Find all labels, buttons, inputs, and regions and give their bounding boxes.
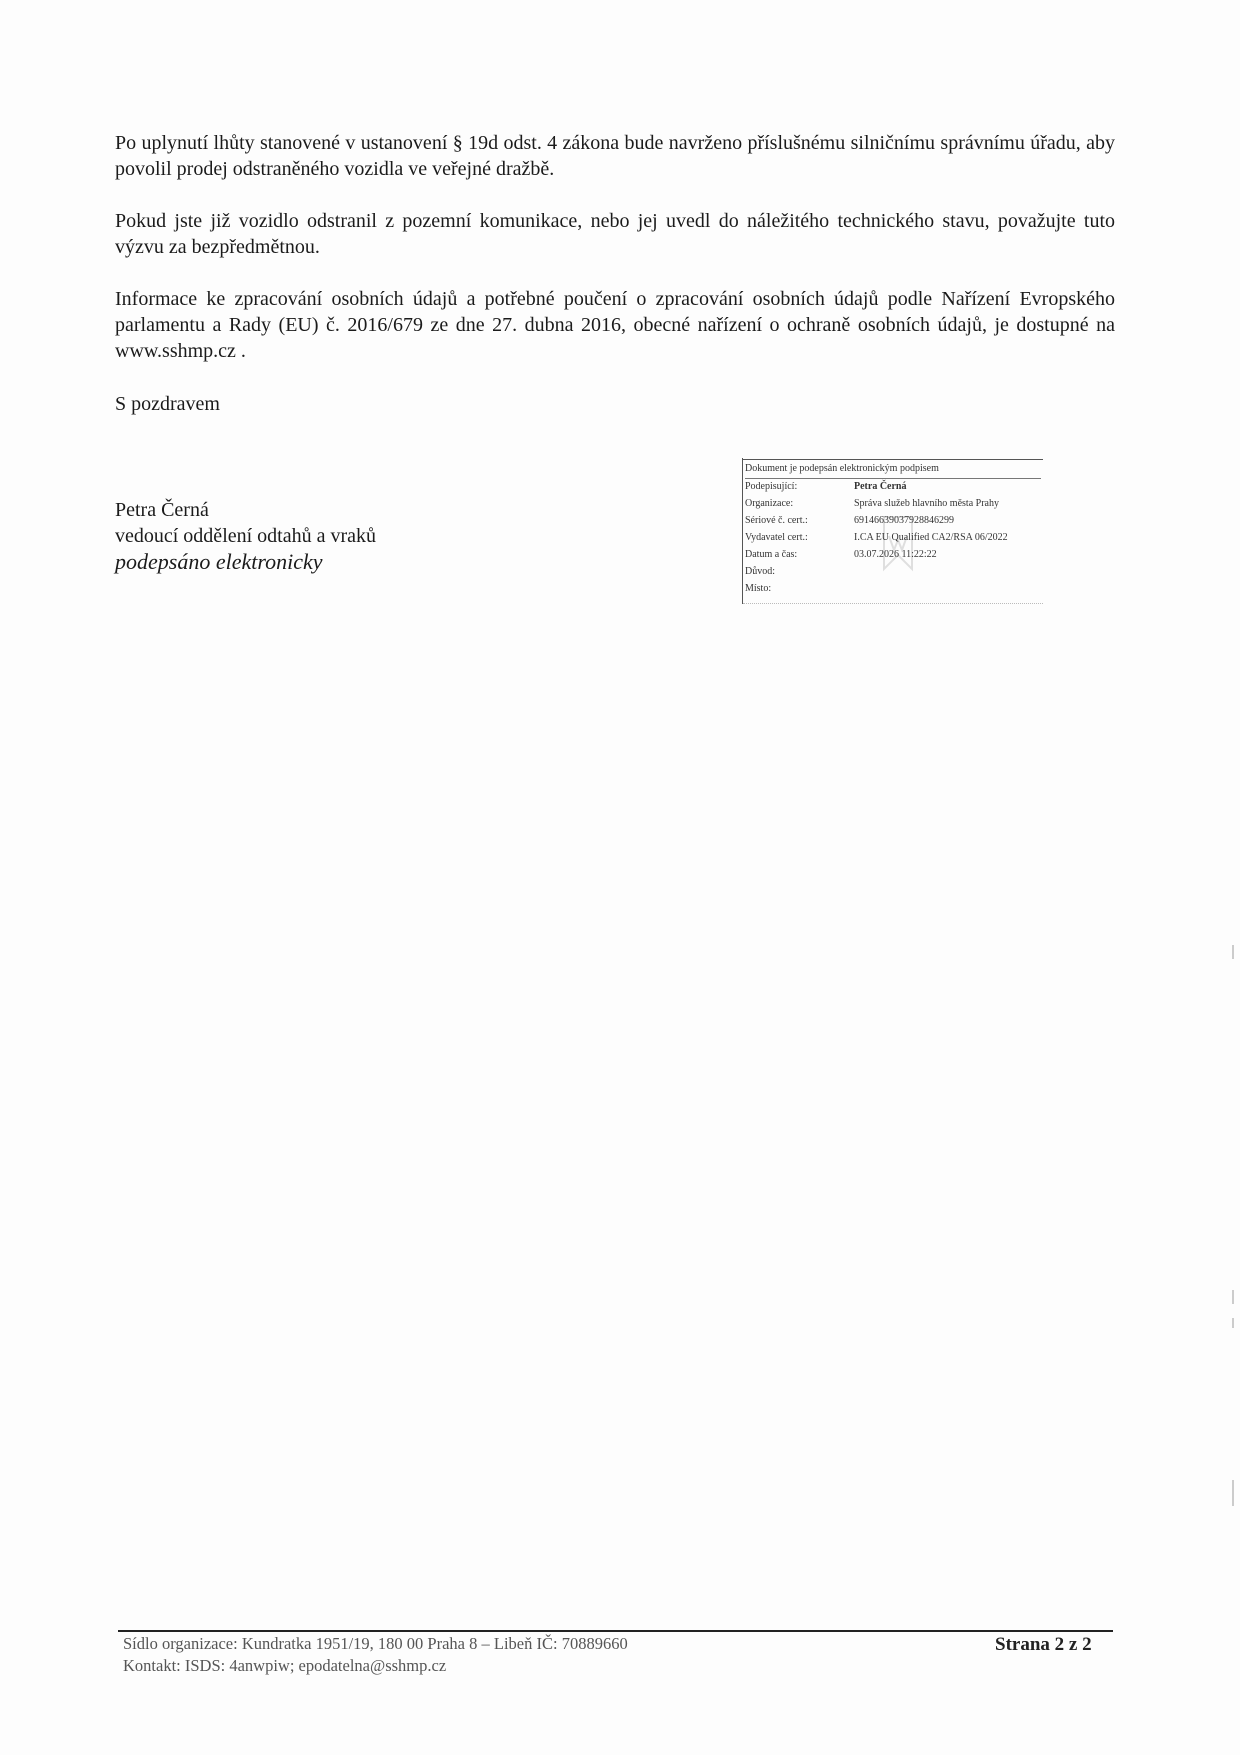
signer-block [115, 497, 376, 575]
signature-value: Správa služeb hlavního města Prahy [854, 498, 999, 509]
signer-name: Petra Černá [115, 499, 209, 521]
footer-address: Sídlo organizace: Kundratka 1951/19, 180 00 Praha 8 – Libeň IČ: 70889660 [123, 1634, 628, 1653]
signature-value: 03.07.2026 11:22:22 [854, 549, 937, 560]
signature-label: Datum a čas: [745, 549, 798, 560]
signature-label: Organizace: [745, 498, 794, 509]
signature-label: Sériové č. cert.: [745, 515, 808, 526]
signature-label: Vydavatel cert.: [745, 532, 808, 543]
scan-artifact [1232, 1290, 1234, 1304]
signer-position: vedoucí oddělení odtahů a vraků [115, 525, 377, 547]
signed-electronically-note: podepsáno elektronicky [115, 549, 323, 574]
footer-divider [118, 1630, 1113, 1632]
paragraph-auction-notice: Po uplynutí lhůty stanovené v ustanovení § 19d odst. 4 zákona bude navrženo příslušnému silničnímu správnímu úřadu, aby povolil prodej odstraněného vozidla ve veřejné dražbě. [115, 132, 1115, 180]
signature-label: Důvod: [745, 566, 775, 577]
scan-artifact [1232, 1318, 1234, 1328]
signature-value: 691466390379288462​99 [854, 515, 954, 526]
page-number: Strana 2 z 2 [995, 1634, 1092, 1655]
signature-value: Petra Černá [854, 481, 907, 492]
greeting: S pozdravem [115, 393, 220, 415]
footer-contact [123, 1633, 628, 1677]
signature-label: Místo: [745, 583, 772, 594]
scan-artifact [1232, 1480, 1234, 1506]
signature-label: Podepisující: [745, 481, 798, 492]
scan-artifact [1232, 945, 1234, 959]
electronic-signature-box [742, 458, 1043, 604]
paragraph-gdpr-info: Informace ke zpracování osobních údajů a potřebné poučení o zpracování osobních údajů podle Nařízení Evropského parlamentu a Rady (EU) č. 2016/679 ze dne 27. dubna 2016, obecné nařízení o ochraně osobních údajů, je dostupné na www.sshmp.cz . [115, 288, 1115, 362]
footer-contact-line: Kontakt: ISDS: 4anwpiw; epodatelna@sshmp.cz [123, 1656, 447, 1675]
paragraph-vehicle-removed: Pokud jste již vozidlo odstranil z pozemní komunikace, nebo jej uvedl do náležitého technického stavu, považujte tuto výzvu za bezpředmětnou. [115, 210, 1115, 258]
signature-box-heading: Dokument je podepsán elektronickým podpisem [745, 461, 1041, 479]
signature-value: I.CA EU Qualified CA2/RSA 06/2022 [854, 532, 1008, 543]
